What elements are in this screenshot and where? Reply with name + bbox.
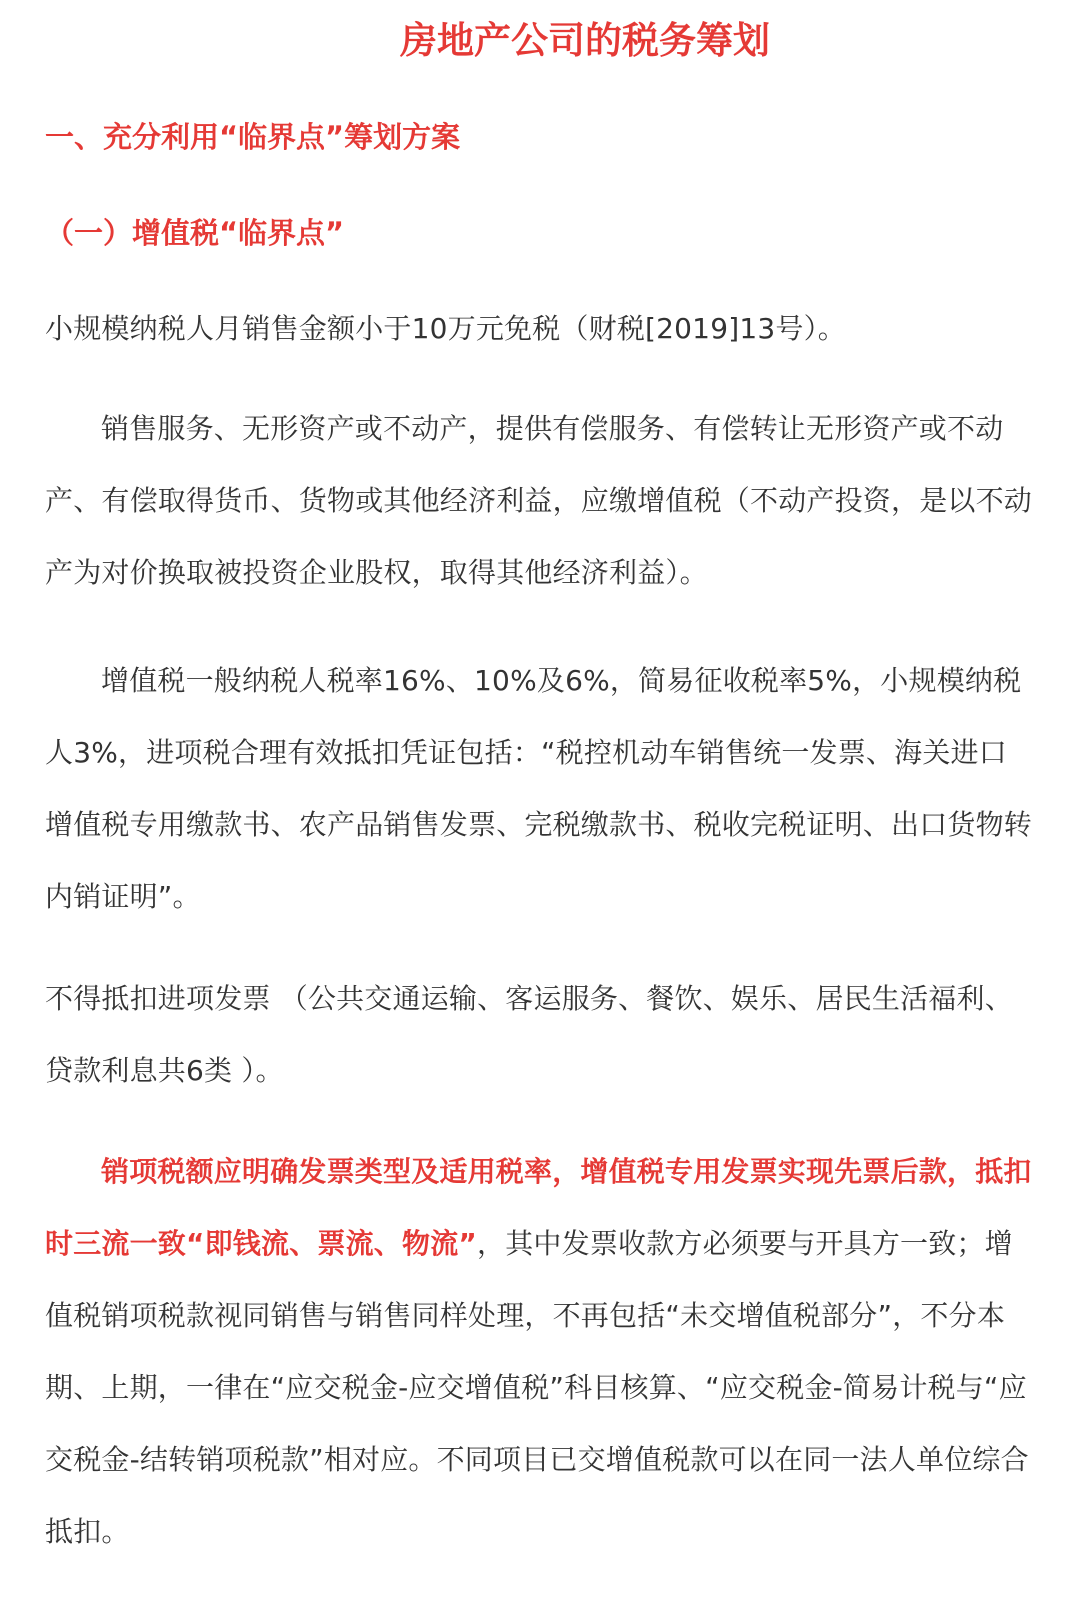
highlight-text: 销项税额应明确发票类型及适用税率，增值税专用发票实现先票后款，抵扣时三流一致“即钱流、票流、物流” xyxy=(45,1155,1032,1260)
paragraph-small-scale-exemption: 小规模纳税人月销售金额小于10万元免税（财税[2019]13号）。 xyxy=(45,312,846,345)
body-text: ，其中发票收款方必须要与开具方一致；增值税销项税款视同销售与销售同样处理，不再包括“未交增值税部分”，不分本期、上期，一律在“应交税金-应交增值税”科目核算、“应交税金-简易计税与“应交税金-结转销项税款”相对应。不同项目已交增值税款可以在同一法人单位综合抵扣。 xyxy=(45,1227,1029,1548)
paragraph-vat-rates: 增值税一般纳税人税率16%、10%及6%，简易征收税率5%，小规模纳税人3%，进项税合理有效抵扣凭证包括：“税控机动车销售统一发票、海关进口增值税专用缴款书、农产品销售发票、完税缴款书、税收完税证明、出口货物转内销证明”。 xyxy=(45,664,1033,913)
article-title: 房地产公司的税务筹划 xyxy=(400,19,770,62)
paragraph-vat-scope: 销售服务、无形资产或不动产，提供有偿服务、有偿转让无形资产或不动产、有偿取得货币、货物或其他经济利益，应缴增值税（不动产投资，是以不动产为对价换取被投资企业股权，取得其他经济利益）。 xyxy=(45,412,1033,589)
subsection-heading: （一）增值税“临界点” xyxy=(45,216,345,250)
section-heading: 一、充分利用“临界点”筹划方案 xyxy=(45,120,461,154)
paragraph-non-deductible: 不得抵扣进项发票 （公共交通运输、客运服务、餐饮、娱乐、居民生活福利、贷款利息共6类 ）。 xyxy=(45,982,1013,1087)
paragraph-output-tax xyxy=(45,1136,1035,1568)
